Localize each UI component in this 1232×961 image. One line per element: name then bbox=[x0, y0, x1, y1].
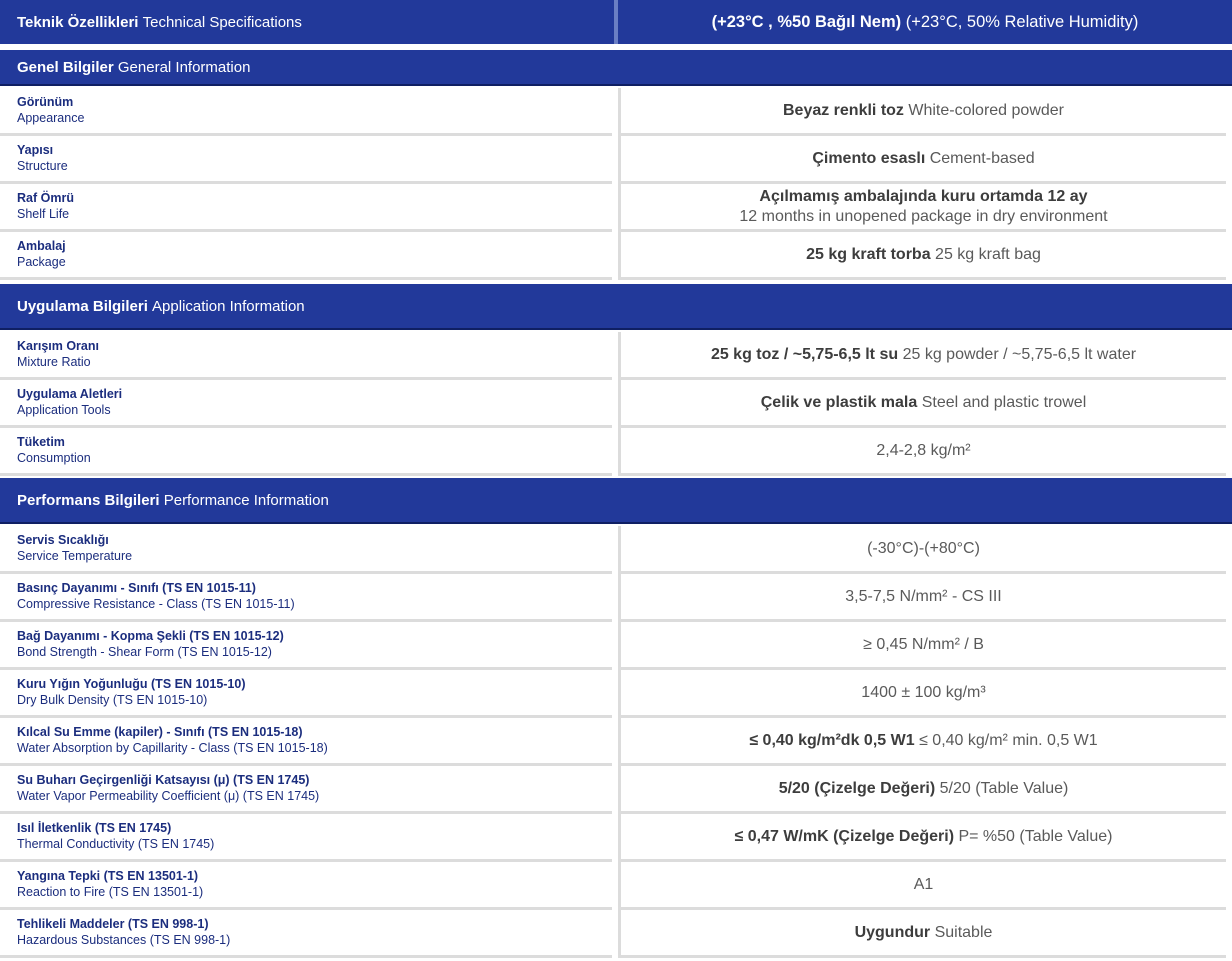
row-value bbox=[618, 574, 1226, 622]
value-en: Steel and plastic trowel bbox=[921, 393, 1087, 411]
row-value bbox=[618, 670, 1226, 718]
row-label bbox=[0, 88, 612, 136]
label-tr: Uygulama Aletleri bbox=[17, 387, 123, 401]
label-en: Thermal Conductivity (TS EN 1745) bbox=[17, 837, 215, 851]
value-en: P= %50 (Table Value) bbox=[958, 827, 1113, 845]
section-general-header bbox=[0, 50, 1232, 86]
spec-row-reaction-to-fire bbox=[0, 862, 1232, 910]
spec-row-bond-strength bbox=[0, 622, 1232, 670]
label-tr: Görünüm bbox=[17, 95, 74, 109]
row-value bbox=[618, 428, 1226, 476]
row-value bbox=[618, 526, 1226, 574]
spec-row-dry-bulk-density bbox=[0, 670, 1232, 718]
label-en: Service Temperature bbox=[17, 549, 133, 563]
label-en: Mixture Ratio bbox=[17, 355, 91, 369]
value-tr: 25 kg toz / ~5,75-6,5 lt su bbox=[710, 345, 899, 363]
label-en: Package bbox=[17, 255, 66, 269]
row-label bbox=[0, 718, 612, 766]
row-value bbox=[618, 766, 1226, 814]
row-value bbox=[618, 232, 1226, 280]
row-label bbox=[0, 670, 612, 718]
value-tr: Uygundur bbox=[854, 923, 931, 941]
row-label bbox=[0, 428, 612, 476]
label-en: Shelf Life bbox=[17, 207, 70, 221]
label-tr: Bağ Dayanımı - Kopma Şekli (TS EN 1015-12) bbox=[17, 629, 284, 643]
value-tr: ≤ 0,40 kg/m²dk 0,5 W1 bbox=[749, 731, 915, 749]
value-en: 25 kg kraft bag bbox=[935, 245, 1041, 263]
value-en: 5/20 (Table Value) bbox=[939, 779, 1069, 797]
label-en: Water Vapor Permeability Coefficient (μ) (TS EN 1745) bbox=[17, 789, 320, 803]
spec-row-mixture-ratio bbox=[0, 332, 1232, 380]
spec-row-structure bbox=[0, 136, 1232, 184]
value-en: ≤ 0,40 kg/m² min. 0,5 W1 bbox=[919, 731, 1098, 749]
value-tr: Beyaz renkli toz bbox=[782, 101, 904, 119]
section-title-tr: Genel Bilgiler bbox=[17, 58, 114, 76]
section-performance-header bbox=[0, 478, 1232, 524]
spec-row-application-tools bbox=[0, 380, 1232, 428]
header-conditions-tr: (+23°C , %50 Bağıl Nem) bbox=[711, 12, 902, 31]
label-en: Consumption bbox=[17, 451, 91, 465]
row-value bbox=[618, 622, 1226, 670]
label-tr: Kılcal Su Emme (kapiler) - Sınıfı (TS EN 1015-18) bbox=[17, 725, 303, 739]
section-application-header bbox=[0, 284, 1232, 330]
value-tr: ≤ 0,47 W/mK (Çizelge Değeri) bbox=[734, 827, 955, 845]
value-en: A1 bbox=[913, 875, 934, 893]
row-label bbox=[0, 332, 612, 380]
row-value bbox=[618, 380, 1226, 428]
row-label bbox=[0, 526, 612, 574]
value-tr: 25 kg kraft torba bbox=[806, 245, 931, 263]
header-title bbox=[0, 0, 614, 44]
row-label bbox=[0, 622, 612, 670]
section-title-en: General Information bbox=[117, 58, 251, 76]
label-en: Water Absorption by Capillarity - Class (TS EN 1015-18) bbox=[17, 741, 328, 755]
section-title-tr: Performans Bilgileri bbox=[17, 491, 160, 509]
row-value bbox=[618, 136, 1226, 184]
spec-row-appearance bbox=[0, 88, 1232, 136]
label-tr: Tüketim bbox=[17, 435, 65, 449]
label-en: Hazardous Substances (TS EN 998-1) bbox=[17, 933, 231, 947]
spec-table-header bbox=[0, 0, 1232, 44]
label-en: Structure bbox=[17, 159, 68, 173]
label-en: Compressive Resistance - Class (TS EN 1015-11) bbox=[17, 597, 295, 611]
spec-row-hazardous-substances bbox=[0, 910, 1232, 958]
label-tr: Tehlikeli Maddeler (TS EN 998-1) bbox=[17, 917, 209, 931]
value-en: Cement-based bbox=[929, 149, 1035, 167]
spec-row-package bbox=[0, 232, 1232, 280]
label-tr: Isıl İletkenlik (TS EN 1745) bbox=[17, 821, 172, 835]
value-en: ≥ 0,45 N/mm² / B bbox=[863, 635, 984, 653]
row-value bbox=[618, 88, 1226, 136]
label-en: Application Tools bbox=[17, 403, 111, 417]
row-label bbox=[0, 232, 612, 280]
value-en: (-30°C)-(+80°C) bbox=[867, 539, 980, 557]
value-tr: Açılmamış ambalajında kuru ortamda 12 ay bbox=[759, 187, 1088, 205]
value-en: 1400 ± 100 kg/m³ bbox=[861, 683, 986, 701]
label-en: Appearance bbox=[17, 111, 85, 125]
value-en: 25 kg powder / ~5,75-6,5 lt water bbox=[902, 345, 1137, 363]
row-label bbox=[0, 184, 612, 232]
value-en: Suitable bbox=[934, 923, 993, 941]
label-tr: Karışım Oranı bbox=[17, 339, 99, 353]
label-tr: Su Buharı Geçirgenliği Katsayısı (μ) (TS EN 1745) bbox=[17, 773, 310, 787]
label-en: Reaction to Fire (TS EN 13501-1) bbox=[17, 885, 204, 899]
row-label bbox=[0, 136, 612, 184]
spec-row-shelf-life bbox=[0, 184, 1232, 232]
row-value bbox=[618, 184, 1226, 232]
row-value bbox=[618, 814, 1226, 862]
header-title-tr: Teknik Özellikleri bbox=[17, 13, 139, 31]
label-tr: Yangına Tepki (TS EN 13501-1) bbox=[17, 869, 199, 883]
spec-row-compressive-resistance bbox=[0, 574, 1232, 622]
label-tr: Raf Ömrü bbox=[17, 191, 74, 205]
section-title-en: Performance Information bbox=[163, 491, 329, 509]
row-label bbox=[0, 814, 612, 862]
row-label bbox=[0, 766, 612, 814]
label-tr: Yapısı bbox=[17, 143, 54, 157]
value-en: 3,5-7,5 N/mm² - CS III bbox=[845, 587, 1002, 605]
spec-row-water-absorption bbox=[0, 718, 1232, 766]
value-tr: 5/20 (Çizelge Değeri) bbox=[778, 779, 936, 797]
header-title-en: Technical Specifications bbox=[142, 13, 302, 31]
value-tr: Çimento esaslı bbox=[812, 149, 926, 167]
label-tr: Servis Sıcaklığı bbox=[17, 533, 109, 547]
header-conditions-en: (+23°C, 50% Relative Humidity) bbox=[905, 12, 1139, 31]
label-tr: Kuru Yığın Yoğunluğu (TS EN 1015-10) bbox=[17, 677, 246, 691]
value-tr: Çelik ve plastik mala bbox=[760, 393, 918, 411]
section-title-en: Application Information bbox=[152, 297, 305, 315]
header-conditions bbox=[618, 0, 1232, 44]
label-en: Dry Bulk Density (TS EN 1015-10) bbox=[17, 693, 208, 707]
row-value bbox=[618, 862, 1226, 910]
row-value bbox=[618, 332, 1226, 380]
row-value bbox=[618, 718, 1226, 766]
value-en: 12 months in unopened package in dry environment bbox=[739, 207, 1108, 225]
row-label bbox=[0, 910, 612, 958]
spec-row-water-vapor-permeability bbox=[0, 766, 1232, 814]
value-en: White-colored powder bbox=[908, 101, 1064, 119]
section-title-tr: Uygulama Bilgileri bbox=[17, 297, 148, 315]
spec-row-service-temperature bbox=[0, 526, 1232, 574]
spec-row-consumption bbox=[0, 428, 1232, 476]
row-label bbox=[0, 574, 612, 622]
row-value bbox=[618, 910, 1226, 958]
label-en: Bond Strength - Shear Form (TS EN 1015-12) bbox=[17, 645, 272, 659]
label-tr: Basınç Dayanımı - Sınıfı (TS EN 1015-11) bbox=[17, 581, 256, 595]
spec-row-thermal-conductivity bbox=[0, 814, 1232, 862]
label-tr: Ambalaj bbox=[17, 239, 66, 253]
value-en: 2,4-2,8 kg/m² bbox=[876, 441, 971, 459]
row-label bbox=[0, 380, 612, 428]
row-label bbox=[0, 862, 612, 910]
